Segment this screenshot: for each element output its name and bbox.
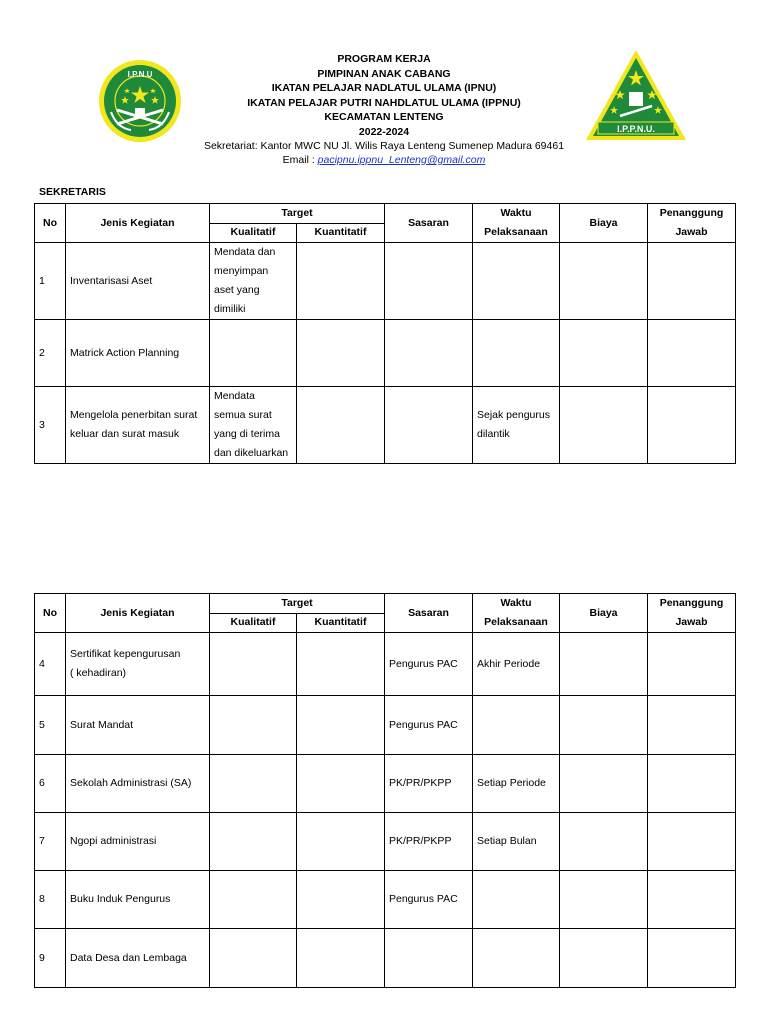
program-table-2 [34,593,736,988]
header-title: PROGRAM KERJA [337,53,431,65]
table-row [35,633,736,696]
header-line-ippnu: IKATAN PELAJAR PUTRI NAHDLATUL ULAMA (IPPNU) [247,96,521,109]
cell-kualitatif [210,871,297,929]
cell-no: 6 [35,755,66,813]
cell-kuantitatif [297,387,385,464]
cell-kuantitatif [297,243,385,320]
table-row [35,243,736,320]
cell-no: 1 [35,243,66,320]
cell-kualitatif [210,929,297,988]
cell-jenis: Surat Mandat [66,696,210,755]
cell-kuantitatif [297,813,385,871]
col-sasaran: Sasaran [385,594,473,633]
table-row [35,320,736,387]
ipnu-logo-text: I.P.N.U [127,70,153,79]
col-sasaran: Sasaran [385,204,473,243]
cell-waktu [473,696,560,755]
cell-no: 8 [35,871,66,929]
cell-sasaran: Pengurus PAC [385,633,473,696]
cell-biaya [560,929,648,988]
cell-kuantitatif [297,871,385,929]
cell-no: 4 [35,633,66,696]
col-kuantitatif: Kuantitatif [297,613,385,633]
program-table-1 [34,203,736,464]
cell-pj [648,871,736,929]
cell-jenis: Mengelola penerbitan surat keluar dan surat masuk [66,387,210,464]
cell-kualitatif [210,633,297,696]
cell-pj [648,929,736,988]
cell-kuantitatif [297,929,385,988]
col-waktu: Waktu Pelaksanaan [473,204,560,243]
col-kuantitatif: Kuantitatif [297,223,385,243]
col-waktu: Waktu Pelaksanaan [473,594,560,633]
cell-biaya [560,696,648,755]
cell-sasaran: PK/PR/PKPP [385,813,473,871]
cell-waktu [473,871,560,929]
table-row [35,387,736,464]
cell-biaya [560,813,648,871]
cell-jenis: Buku Induk Pengurus [66,871,210,929]
cell-sasaran [385,929,473,988]
cell-sasaran [385,243,473,320]
cell-jenis: Inventarisasi Aset [66,243,210,320]
cell-biaya [560,871,648,929]
cell-kualitatif [210,320,297,387]
cell-kuantitatif [297,696,385,755]
col-biaya: Biaya [560,594,648,633]
cell-jenis: Sertifikat kepengurusan ( kehadiran) [66,633,210,696]
cell-biaya [560,320,648,387]
cell-pj [648,387,736,464]
cell-kuantitatif [297,755,385,813]
cell-biaya [560,243,648,320]
cell-sasaran: Pengurus PAC [385,696,473,755]
cell-pj [648,813,736,871]
cell-waktu: Akhir Periode [473,633,560,696]
cell-waktu: Setiap Periode [473,755,560,813]
cell-sasaran [385,320,473,387]
document-header [0,52,768,167]
cell-jenis: Sekolah Administrasi (SA) [66,755,210,813]
cell-waktu: Sejak pengurus dilantik [473,387,560,464]
cell-kualitatif: Mendata semua surat yang di terima dan dikeluarkan [210,387,297,464]
cell-pj [648,243,736,320]
header-email-line [0,153,768,167]
col-jenis: Jenis Kegiatan [66,594,210,633]
table-row [35,871,736,929]
cell-waktu [473,243,560,320]
cell-pj [648,696,736,755]
header-address: Sekretariat: Kantor MWC NU Jl. Wilis Raya Lenteng Sumenep Madura 69461 [203,140,565,152]
email-link[interactable]: pacipnu.ippnu_Lenteng@gmail.com [317,154,486,166]
cell-jenis: Data Desa dan Lembaga [66,929,210,988]
cell-kuantitatif [297,633,385,696]
header-line-ipnu: IKATAN PELAJAR NADLATUL ULAMA (IPNU) [271,82,497,94]
ippnu-logo-text: I.P.P.N.U. [617,124,655,134]
table-row [35,755,736,813]
table-row [35,929,736,988]
email-label: Email : [282,154,318,166]
col-no: No [35,594,66,633]
cell-jenis: Ngopi administrasi [66,813,210,871]
col-biaya: Biaya [560,204,648,243]
cell-biaya [560,633,648,696]
header-line-kecamatan: KECAMATAN LENTENG [324,111,444,123]
cell-kualitatif [210,755,297,813]
header-line-pac: PIMPINAN ANAK CABANG [317,67,451,80]
cell-pj [648,755,736,813]
cell-sasaran [385,387,473,464]
cell-kualitatif [210,813,297,871]
cell-biaya [560,387,648,464]
cell-no: 7 [35,813,66,871]
cell-waktu: Setiap Bulan [473,813,560,871]
cell-kuantitatif [297,320,385,387]
col-target: Target [210,594,385,614]
cell-sasaran: PK/PR/PKPP [385,755,473,813]
col-jenis: Jenis Kegiatan [66,204,210,243]
cell-jenis: Matrick Action Planning [66,320,210,387]
cell-pj [648,633,736,696]
col-target: Target [210,204,385,224]
cell-no: 2 [35,320,66,387]
cell-biaya [560,755,648,813]
cell-waktu [473,929,560,988]
cell-sasaran: Pengurus PAC [385,871,473,929]
cell-kualitatif: Mendata dan menyimpan aset yang dimiliki [210,243,297,320]
section-title: SEKRETARIS [39,186,106,198]
cell-kualitatif [210,696,297,755]
header-line-period: 2022-2024 [358,125,410,138]
col-kualitatif: Kualitatif [210,613,297,633]
col-kualitatif: Kualitatif [210,223,297,243]
table-row [35,813,736,871]
col-penanggung-jawab: Penanggung Jawab [648,594,736,633]
col-penanggung-jawab: Penanggung Jawab [648,204,736,243]
cell-no: 3 [35,387,66,464]
col-no: No [35,204,66,243]
cell-no: 9 [35,929,66,988]
cell-waktu [473,320,560,387]
cell-no: 5 [35,696,66,755]
table-row [35,696,736,755]
cell-pj [648,320,736,387]
